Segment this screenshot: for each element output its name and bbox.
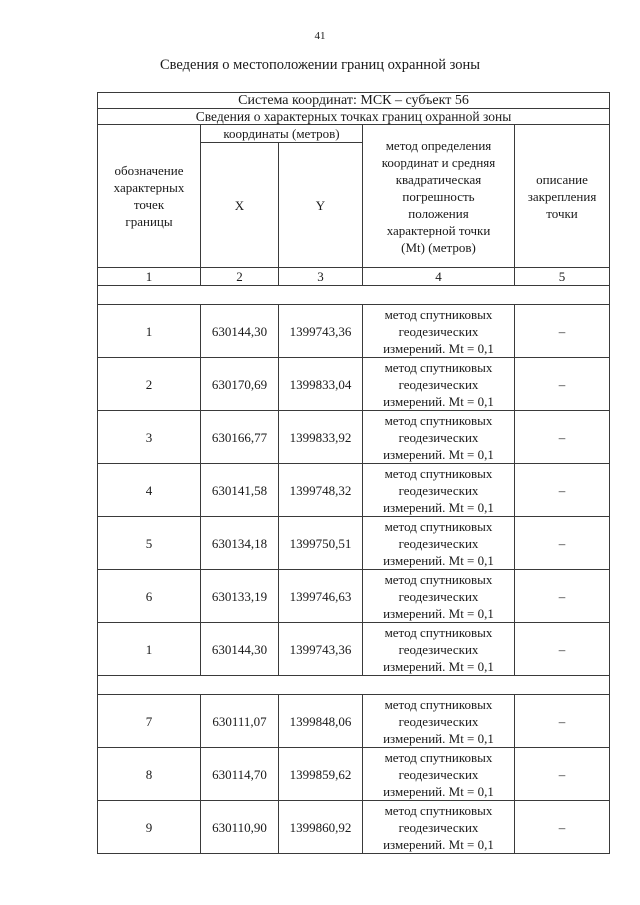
table-row [98,464,610,517]
method-cell [363,801,515,854]
coordinate-y: 1399743,36 [279,623,363,676]
coordinate-y: 1399750,51 [279,517,363,570]
method-line: измерений. Mt = 0,1 [383,605,494,621]
description-dash: – [515,623,610,676]
method-line: метод спутниковых [384,465,493,481]
table-row [98,411,610,464]
table-row [98,801,610,854]
method-cell [363,358,515,411]
description-dash: – [515,748,610,801]
method-line: метод спутниковых [384,518,493,534]
group-separator [98,676,610,695]
coordinate-y: 1399833,04 [279,358,363,411]
method-line: метод спутниковых [384,306,493,322]
table-row [98,517,610,570]
method-line: геодезических [398,376,479,392]
method-line: измерений. Mt = 0,1 [383,340,494,356]
section-title-row [98,109,610,125]
document-title: Сведения о местоположении границ охранной зоны [159,57,480,73]
method-line: геодезических [398,766,479,782]
column-number: 2 [201,268,279,286]
point-number: 3 [98,411,201,464]
point-number: 1 [98,623,201,676]
header-x: X [201,143,279,268]
coordinate-x: 630134,18 [201,517,279,570]
coordinate-x: 630170,69 [201,358,279,411]
description-dash: – [515,411,610,464]
column-number: 1 [98,268,201,286]
description-dash: – [515,517,610,570]
method-line: метод спутниковых [384,359,493,375]
coordinate-y: 1399746,63 [279,570,363,623]
point-number: 1 [98,305,201,358]
method-line: геодезических [398,482,479,498]
method-cell [363,695,515,748]
page-number: 41 [314,30,326,42]
method-cell [363,305,515,358]
table-row [98,570,610,623]
header-row [98,125,610,143]
column-number: 5 [515,268,610,286]
method-line: измерений. Mt = 0,1 [383,552,494,568]
method-line: метод спутниковых [384,749,493,765]
method-line: измерений. Mt = 0,1 [383,393,494,409]
description-dash: – [515,305,610,358]
method-line: измерений. Mt = 0,1 [383,658,494,674]
description-dash: – [515,464,610,517]
header-method: метод определения координат и средняя квадратическая погрешность положения характерной точки (Mt) (метров) [363,125,515,268]
point-number: 8 [98,748,201,801]
method-line: измерений. Mt = 0,1 [383,499,494,515]
column-number: 4 [363,268,515,286]
method-line: метод спутниковых [384,802,493,818]
coordinate-y: 1399848,06 [279,695,363,748]
method-line: геодезических [398,713,479,729]
point-number: 7 [98,695,201,748]
method-line: геодезических [398,429,479,445]
coordinate-x: 630111,07 [201,695,279,748]
table-row [98,695,610,748]
method-cell [363,570,515,623]
method-line: измерений. Mt = 0,1 [383,783,494,799]
coordinate-x: 630110,90 [201,801,279,854]
method-line: измерений. Mt = 0,1 [383,446,494,462]
coordinate-system-row [98,93,610,109]
coordinate-x: 630144,30 [201,623,279,676]
point-number: 2 [98,358,201,411]
point-number: 5 [98,517,201,570]
method-cell [363,623,515,676]
method-line: геодезических [398,535,479,551]
description-dash: – [515,570,610,623]
header-coordinates: координаты (метров) [201,125,363,143]
point-number: 9 [98,801,201,854]
column-number-row [98,268,610,286]
column-number: 3 [279,268,363,286]
method-line: геодезических [398,323,479,339]
coordinate-x: 630114,70 [201,748,279,801]
coordinate-system-label: Система координат: МСК – субъект 56 [98,93,610,109]
point-number: 6 [98,570,201,623]
group-separator-row [98,676,610,695]
table-row [98,358,610,411]
coordinate-x: 630166,77 [201,411,279,464]
coordinate-x: 630133,19 [201,570,279,623]
group-separator-row [98,286,610,305]
method-line: метод спутниковых [384,696,493,712]
method-line: геодезических [398,819,479,835]
header-point-designation: обозначение характерных точек границы [98,125,201,268]
description-dash: – [515,695,610,748]
method-line: измерений. Mt = 0,1 [383,730,494,746]
coordinate-x: 630144,30 [201,305,279,358]
method-cell [363,748,515,801]
method-line: геодезических [398,641,479,657]
method-line: геодезических [398,588,479,604]
description-dash: – [515,801,610,854]
group-separator [98,286,610,305]
table-row [98,748,610,801]
method-cell [363,464,515,517]
point-number: 4 [98,464,201,517]
header-y: Y [279,143,363,268]
header-description: описание закрепления точки [515,125,610,268]
table-row [98,623,610,676]
method-cell [363,517,515,570]
method-line: измерений. Mt = 0,1 [383,836,494,852]
coordinate-y: 1399860,92 [279,801,363,854]
section-title: Сведения о характерных точках границ охранной зоны [98,109,610,125]
method-line: метод спутниковых [384,571,493,587]
description-dash: – [515,358,610,411]
coordinate-x: 630141,58 [201,464,279,517]
coordinate-y: 1399748,32 [279,464,363,517]
coordinate-y: 1399833,92 [279,411,363,464]
method-line: метод спутниковых [384,412,493,428]
method-cell [363,411,515,464]
coordinate-y: 1399859,62 [279,748,363,801]
coordinates-table [97,92,610,854]
coordinate-y: 1399743,36 [279,305,363,358]
table-row [98,305,610,358]
method-line: метод спутниковых [384,624,493,640]
